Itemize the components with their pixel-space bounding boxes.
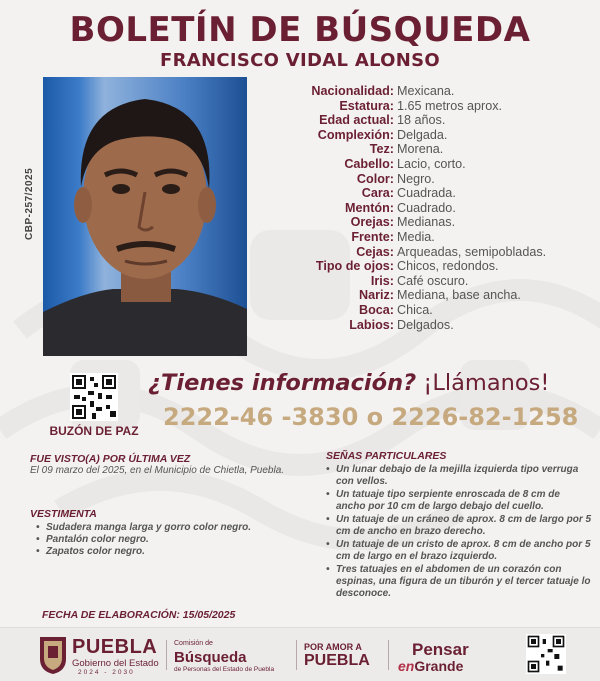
detail-value: Arqueadas, semipobladas. bbox=[397, 244, 547, 259]
detail-row bbox=[262, 113, 592, 128]
detail-value: 1.65 metros aprox. bbox=[397, 98, 502, 113]
detail-label: Cabello: bbox=[344, 156, 394, 171]
list-item: • Zapatos color negro. bbox=[36, 546, 300, 558]
detail-label: Orejas: bbox=[350, 215, 394, 230]
detail-row bbox=[262, 303, 592, 318]
list-item: • Un tatuaje de un cráneo de aprox. 8 cm de largo por 5 cm de ancho en brazo derecho. bbox=[326, 514, 592, 538]
en-grande-text bbox=[398, 658, 463, 674]
detail-row bbox=[262, 288, 592, 303]
detail-row bbox=[262, 142, 592, 157]
detail-row bbox=[262, 318, 592, 333]
gobierno-text: Gobierno del Estado bbox=[72, 658, 159, 669]
detail-value: Media. bbox=[397, 229, 435, 244]
physical-details bbox=[262, 84, 592, 332]
puebla-logo-text: PUEBLA bbox=[72, 636, 158, 658]
page-title: BOLETÍN DE BÚSQUEDA bbox=[69, 10, 531, 50]
detail-label: Cejas: bbox=[356, 244, 394, 259]
case-code: CBP-257/2025 bbox=[24, 167, 35, 240]
person-photo bbox=[43, 77, 247, 356]
detail-row bbox=[262, 99, 592, 114]
comision-text: Comisión de bbox=[174, 640, 213, 647]
detail-label: Tipo de ojos: bbox=[315, 259, 394, 274]
marks-heading: SEÑAS PARTICULARES bbox=[326, 450, 447, 462]
last-seen-section bbox=[30, 453, 290, 477]
footer-divider bbox=[296, 640, 297, 670]
por-amor-puebla-text: PUEBLA bbox=[304, 652, 370, 669]
last-seen-heading: FUE VISTO(A) POR ÚLTIMA VEZ bbox=[30, 453, 191, 465]
detail-value: Cuadrada. bbox=[397, 186, 456, 201]
detail-value: Mediana, base ancha. bbox=[397, 288, 521, 303]
detail-value: Cuadrado. bbox=[397, 200, 456, 215]
detail-row bbox=[262, 128, 592, 143]
call-us-text: ¡Llámanos! bbox=[416, 370, 550, 396]
detail-label: Color: bbox=[356, 171, 394, 186]
footer-logos bbox=[0, 627, 600, 681]
detail-label: Estatura: bbox=[339, 98, 394, 113]
detail-value: Delgada. bbox=[397, 127, 448, 142]
pensar-text: Pensar bbox=[412, 640, 469, 659]
personas-text: de Personas del Estado de Puebla bbox=[174, 666, 275, 673]
por-amor-text: POR AMOR A bbox=[304, 642, 362, 652]
elaboration-date: FECHA DE ELABORACIÓN: 15/05/2025 bbox=[42, 609, 236, 621]
en-text: en bbox=[398, 658, 415, 674]
list-item: • Pantalón color negro. bbox=[36, 534, 300, 546]
list-item: • Un tatuaje tipo serpiente enroscada de 8 cm de ancho por 10 cm de largo debajo del cuello. bbox=[326, 489, 592, 513]
detail-label: Boca: bbox=[359, 302, 394, 317]
footer-qr-code-icon[interactable] bbox=[526, 634, 566, 674]
detail-row bbox=[262, 172, 592, 187]
marks-list bbox=[326, 464, 592, 600]
portrait-illustration bbox=[43, 77, 247, 356]
buzon-de-paz-label: BUZÓN DE PAZ bbox=[49, 424, 139, 438]
list-item: • Tres tatuajes en el abdomen de un corazón con espinas, una figura de un tiburón y el tercer tatuaje lo desconoce. bbox=[326, 564, 592, 600]
detail-value: Café oscuro. bbox=[397, 273, 469, 288]
detail-row bbox=[262, 245, 592, 260]
detail-value: Negro. bbox=[397, 171, 435, 186]
detail-label: Iris: bbox=[370, 273, 394, 288]
detail-value: Mexicana. bbox=[397, 84, 455, 98]
busqueda-logo-text: Búsqueda bbox=[174, 649, 247, 666]
detail-label: Complexión: bbox=[317, 127, 394, 142]
detail-row bbox=[262, 201, 592, 216]
distinguishing-marks-section bbox=[326, 450, 592, 601]
detail-label: Labios: bbox=[349, 317, 394, 332]
detail-row bbox=[262, 215, 592, 230]
last-seen-text: El 09 marzo del 2025, en el Municipio de Chietla, Puebla. bbox=[30, 465, 285, 476]
detail-value: 18 años. bbox=[397, 113, 446, 128]
detail-value: Medianas. bbox=[397, 215, 456, 230]
list-item: • Un tatuaje de un cristo de aprox. 8 cm de ancho por 5 cm de largo en el brazo izquierdo. bbox=[326, 539, 592, 563]
phone-numbers[interactable]: 2222-46 -3830 o 2226-82-1258 bbox=[163, 403, 579, 431]
grande-text: Grande bbox=[414, 658, 464, 674]
list-item: • Sudadera manga larga y gorro color negro. bbox=[36, 522, 300, 534]
detail-value: Delgados. bbox=[397, 317, 454, 332]
detail-label: Frente: bbox=[351, 229, 394, 244]
detail-value: Chica. bbox=[397, 302, 433, 317]
detail-label: Edad actual: bbox=[319, 113, 394, 128]
clothing-section bbox=[30, 508, 300, 558]
detail-label: Mentón: bbox=[345, 200, 394, 215]
detail-row bbox=[262, 157, 592, 172]
info-question: ¿Tienes información? bbox=[148, 370, 417, 396]
detail-label: Cara: bbox=[361, 186, 394, 201]
state-crest-icon bbox=[38, 633, 68, 675]
detail-row bbox=[262, 230, 592, 245]
qr-code-icon[interactable] bbox=[70, 373, 118, 421]
detail-label: Nariz: bbox=[359, 288, 394, 303]
clothing-heading: VESTIMENTA bbox=[30, 508, 97, 520]
detail-value: Lacio, corto. bbox=[397, 156, 466, 171]
detail-row bbox=[262, 84, 592, 99]
footer-divider bbox=[388, 640, 389, 670]
person-name: FRANCISCO VIDAL ALONSO bbox=[159, 50, 441, 71]
years-text: 2024 - 2030 bbox=[78, 669, 135, 676]
detail-label: Nacionalidad: bbox=[311, 84, 394, 98]
detail-value: Morena. bbox=[397, 142, 444, 157]
detail-row bbox=[262, 274, 592, 289]
list-item: • Un lunar debajo de la mejilla izquierda tipo verruga con vellos. bbox=[326, 464, 592, 488]
info-banner bbox=[148, 370, 593, 396]
detail-row bbox=[262, 186, 592, 201]
detail-value: Chicos, redondos. bbox=[397, 259, 499, 274]
detail-row bbox=[262, 259, 592, 274]
footer-divider bbox=[166, 640, 167, 670]
detail-label: Tez: bbox=[369, 142, 394, 157]
clothing-list bbox=[30, 522, 300, 558]
